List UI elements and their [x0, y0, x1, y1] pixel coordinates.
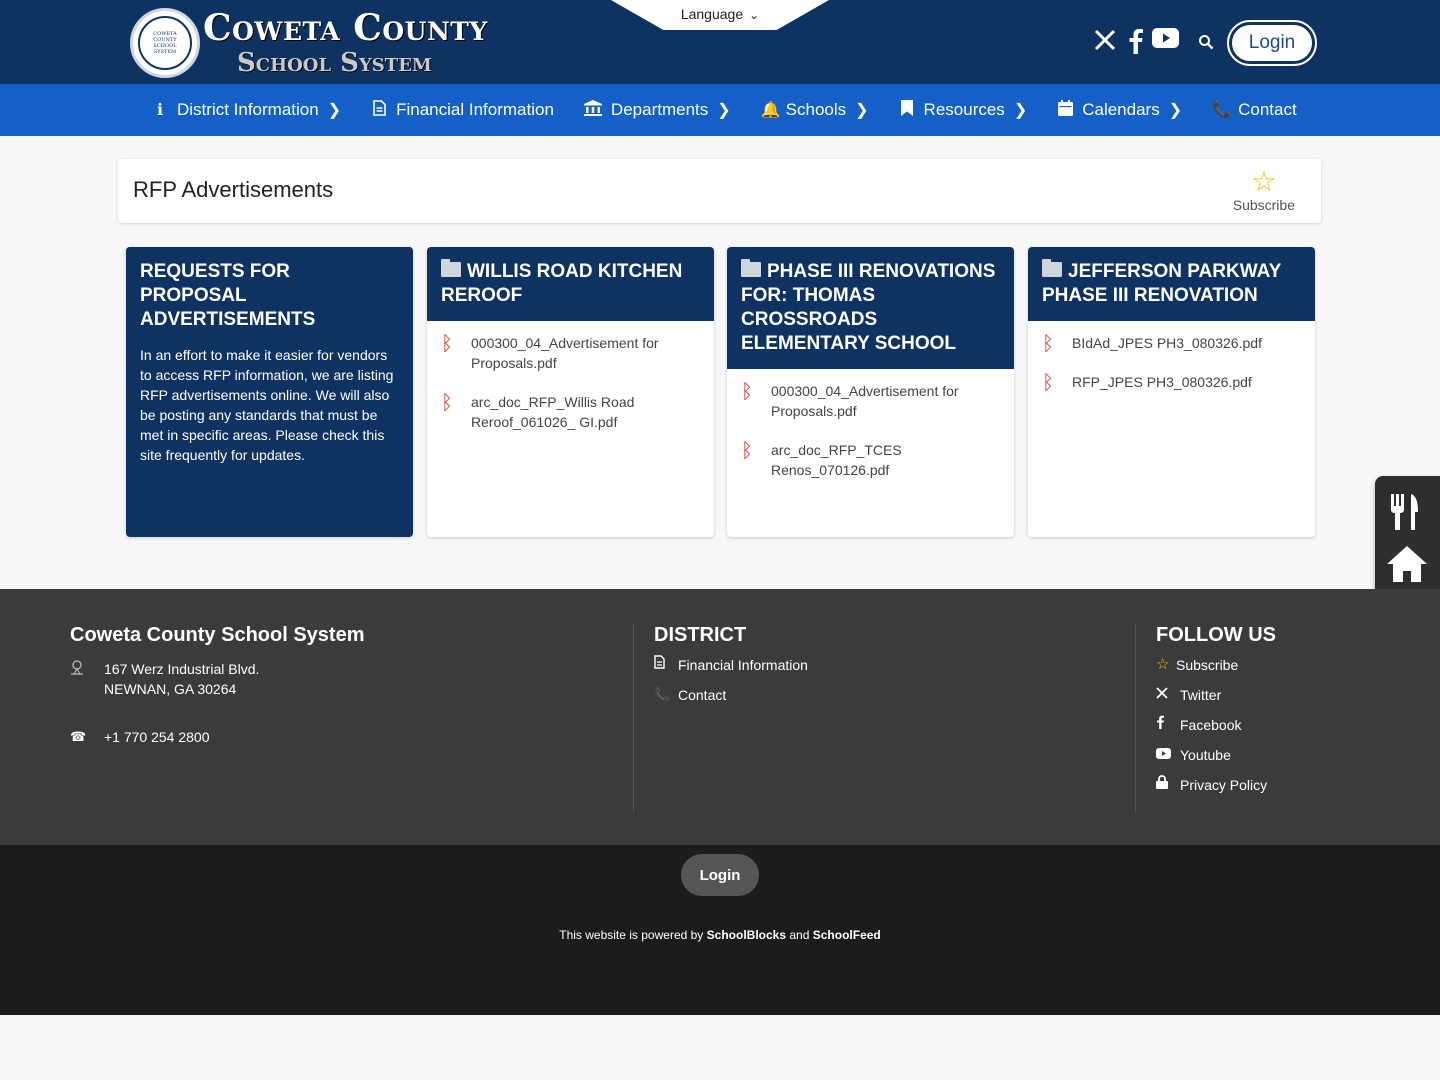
youtube-icon	[1156, 745, 1180, 765]
chevron-right-icon: ❯	[717, 102, 731, 119]
facebook-icon	[1156, 715, 1180, 735]
footer-phone[interactable]	[70, 727, 590, 747]
footer-link-subscribe[interactable]	[1156, 655, 1416, 675]
folder-icon	[441, 262, 461, 277]
footer-link-facebook[interactable]	[1156, 715, 1416, 735]
footer-district	[654, 624, 1054, 715]
footer-link-privacy[interactable]	[1156, 775, 1416, 795]
home-icon[interactable]	[1386, 544, 1428, 593]
nav-label: District Information	[177, 100, 319, 119]
rfp-intro-card	[126, 247, 413, 537]
footer-link-contact[interactable]	[654, 685, 1054, 705]
logo-subtitle: School System	[237, 48, 432, 78]
footer-link-label: Subscribe	[1176, 657, 1239, 673]
login-button[interactable]: Login	[1229, 22, 1315, 64]
site-header	[0, 0, 1440, 84]
chevron-right-icon: ❯	[327, 102, 342, 119]
building-icon	[584, 100, 602, 121]
chevron-right-icon: ❯	[855, 102, 869, 119]
nav-item-district-information[interactable]	[152, 100, 341, 120]
footer-link-label: Facebook	[1180, 717, 1242, 733]
footer-divider	[633, 624, 634, 812]
file-name: BIdAd_JPES PH3_080326.pdf	[1072, 335, 1262, 351]
nav-item-departments[interactable]	[584, 100, 731, 121]
footer-address	[70, 659, 590, 699]
file-link[interactable]	[741, 381, 1000, 421]
file-name: 000300_04_Advertisement for Proposals.pdf	[471, 335, 659, 371]
chevron-down-icon: ⌄	[749, 8, 760, 22]
follow-heading: FOLLOW US	[1156, 624, 1276, 646]
folder-icon	[1042, 262, 1062, 277]
nav-label: Schools	[785, 100, 847, 119]
pdf-icon: ᛒ	[741, 379, 753, 403]
x-icon[interactable]	[1093, 28, 1117, 52]
star-icon: ☆	[1156, 656, 1170, 673]
subscribe-button[interactable]	[1233, 167, 1295, 213]
facebook-icon[interactable]	[1127, 28, 1143, 54]
pdf-icon: ᛒ	[1042, 331, 1054, 355]
powered-and: and	[789, 928, 810, 942]
nav-label: Resources	[923, 100, 1005, 119]
pdf-icon: ᛒ	[441, 331, 453, 355]
footer-follow	[1156, 624, 1416, 805]
footer-link-label: Contact	[678, 687, 727, 703]
schoolblocks-link[interactable]: SchoolBlocks	[706, 928, 787, 942]
card-title: REQUESTS FOR PROPOSAL ADVERTISEMENTS	[126, 247, 413, 345]
district-heading: DISTRICT	[654, 624, 747, 646]
footer-link-label: Youtube	[1180, 747, 1231, 763]
logo-title: Coweta County	[203, 7, 488, 49]
chevron-right-icon: ❯	[1013, 102, 1028, 119]
folder-card-thomas-crossroads	[727, 247, 1014, 537]
nav-label: Contact	[1238, 100, 1297, 119]
site-footer	[0, 589, 1440, 845]
card-title: PHASE III RENOVATIONS FOR: THOMAS CROSSROADS ELEMENTARY SCHOOL	[741, 261, 996, 354]
footer-link-label: Financial Information	[678, 657, 808, 673]
powered-by	[0, 928, 1440, 942]
card-header	[727, 247, 1014, 369]
footer-contact	[70, 624, 590, 757]
file-link[interactable]	[1042, 372, 1301, 392]
file-name: 000300_04_Advertisement for Proposals.pdf	[771, 383, 959, 419]
footer-link-label: Twitter	[1180, 687, 1222, 703]
main-nav	[0, 84, 1440, 136]
pdf-icon: ᛒ	[441, 390, 453, 414]
footer-link-youtube[interactable]	[1156, 745, 1416, 765]
footer-org-name: Coweta County School System	[70, 624, 365, 646]
nav-label: Departments	[610, 100, 709, 119]
nav-item-resources[interactable]	[899, 100, 1028, 121]
seal-text: COWETA COUNTY SCHOOL SYSTEM	[138, 16, 192, 70]
bottom-bar	[0, 845, 1440, 1015]
site-logo[interactable]	[130, 8, 488, 78]
footer-link-label: Privacy Policy	[1180, 777, 1268, 793]
nav-item-contact[interactable]	[1212, 100, 1297, 120]
nav-item-schools[interactable]	[761, 100, 869, 120]
chevron-right-icon: ❯	[1168, 102, 1183, 119]
document-icon	[654, 655, 678, 675]
search-icon[interactable]	[1198, 34, 1214, 50]
nav-label: Financial Information	[396, 100, 554, 119]
card-title: WILLIS ROAD KITCHEN REROOF	[441, 261, 683, 306]
phone-icon: ☎	[70, 729, 87, 744]
folder-card-willis-road	[427, 247, 714, 537]
file-link[interactable]	[741, 440, 1000, 480]
nav-label: Calendars	[1082, 100, 1160, 119]
quick-links-widget	[1375, 476, 1440, 604]
folder-card-jefferson-parkway	[1028, 247, 1315, 537]
card-description: In an effort to make it easier for vendors to access RFP information, we are listing RFP advertisements online. We will also be posting any standards that must be met in specific areas. Please check this site frequently for updates.	[140, 347, 394, 463]
phone-icon: 📞	[1212, 102, 1233, 119]
phone-icon: 📞	[654, 687, 671, 702]
pdf-icon: ᛒ	[1042, 370, 1054, 394]
file-link[interactable]	[441, 392, 700, 432]
nav-item-calendars[interactable]	[1057, 100, 1182, 121]
folder-icon	[741, 262, 761, 277]
location-icon	[70, 659, 94, 681]
footer-login-button[interactable]: Login	[681, 854, 759, 896]
utensils-icon[interactable]	[1387, 492, 1423, 541]
x-icon	[1156, 685, 1180, 705]
page-title-card	[118, 159, 1321, 223]
lock-icon	[1156, 775, 1180, 795]
file-link[interactable]	[441, 333, 700, 373]
file-name: RFP_JPES PH3_080326.pdf	[1072, 374, 1252, 390]
file-name: arc_doc_RFP_TCES Renos_070126.pdf	[771, 442, 902, 478]
info-icon: ℹ	[156, 102, 164, 119]
file-link[interactable]	[1042, 333, 1301, 353]
district-seal	[130, 8, 200, 78]
nav-item-financial-information[interactable]	[371, 100, 554, 121]
footer-divider	[1135, 624, 1136, 812]
bookmark-icon	[899, 100, 915, 121]
address-line1: 167 Werz Industrial Blvd.	[104, 661, 260, 677]
star-icon: ☆	[1251, 166, 1277, 197]
card-header	[1028, 247, 1315, 321]
subscribe-label: Subscribe	[1232, 197, 1295, 213]
language-selector[interactable]	[611, 6, 829, 22]
footer-link-twitter[interactable]	[1156, 685, 1416, 705]
phone-number: +1 770 254 2800	[104, 729, 210, 745]
address-line2: NEWNAN, GA 30264	[104, 681, 237, 697]
pdf-icon: ᛒ	[741, 438, 753, 462]
language-label: Language	[680, 6, 744, 22]
youtube-icon[interactable]	[1152, 28, 1179, 48]
schoolfeed-link[interactable]: SchoolFeed	[812, 928, 881, 942]
document-icon	[371, 100, 387, 121]
card-header	[427, 247, 714, 321]
card-title: JEFFERSON PARKWAY PHASE III RENOVATION	[1042, 261, 1281, 306]
footer-link-financial[interactable]	[654, 655, 1054, 675]
powered-prefix: This website is powered by	[559, 928, 704, 942]
bell-icon: 🔔	[760, 102, 781, 119]
file-name: arc_doc_RFP_Willis Road Reroof_061026_ GI.pdf	[471, 394, 635, 430]
page-title: RFP Advertisements	[133, 177, 334, 202]
calendar-icon	[1057, 100, 1073, 121]
